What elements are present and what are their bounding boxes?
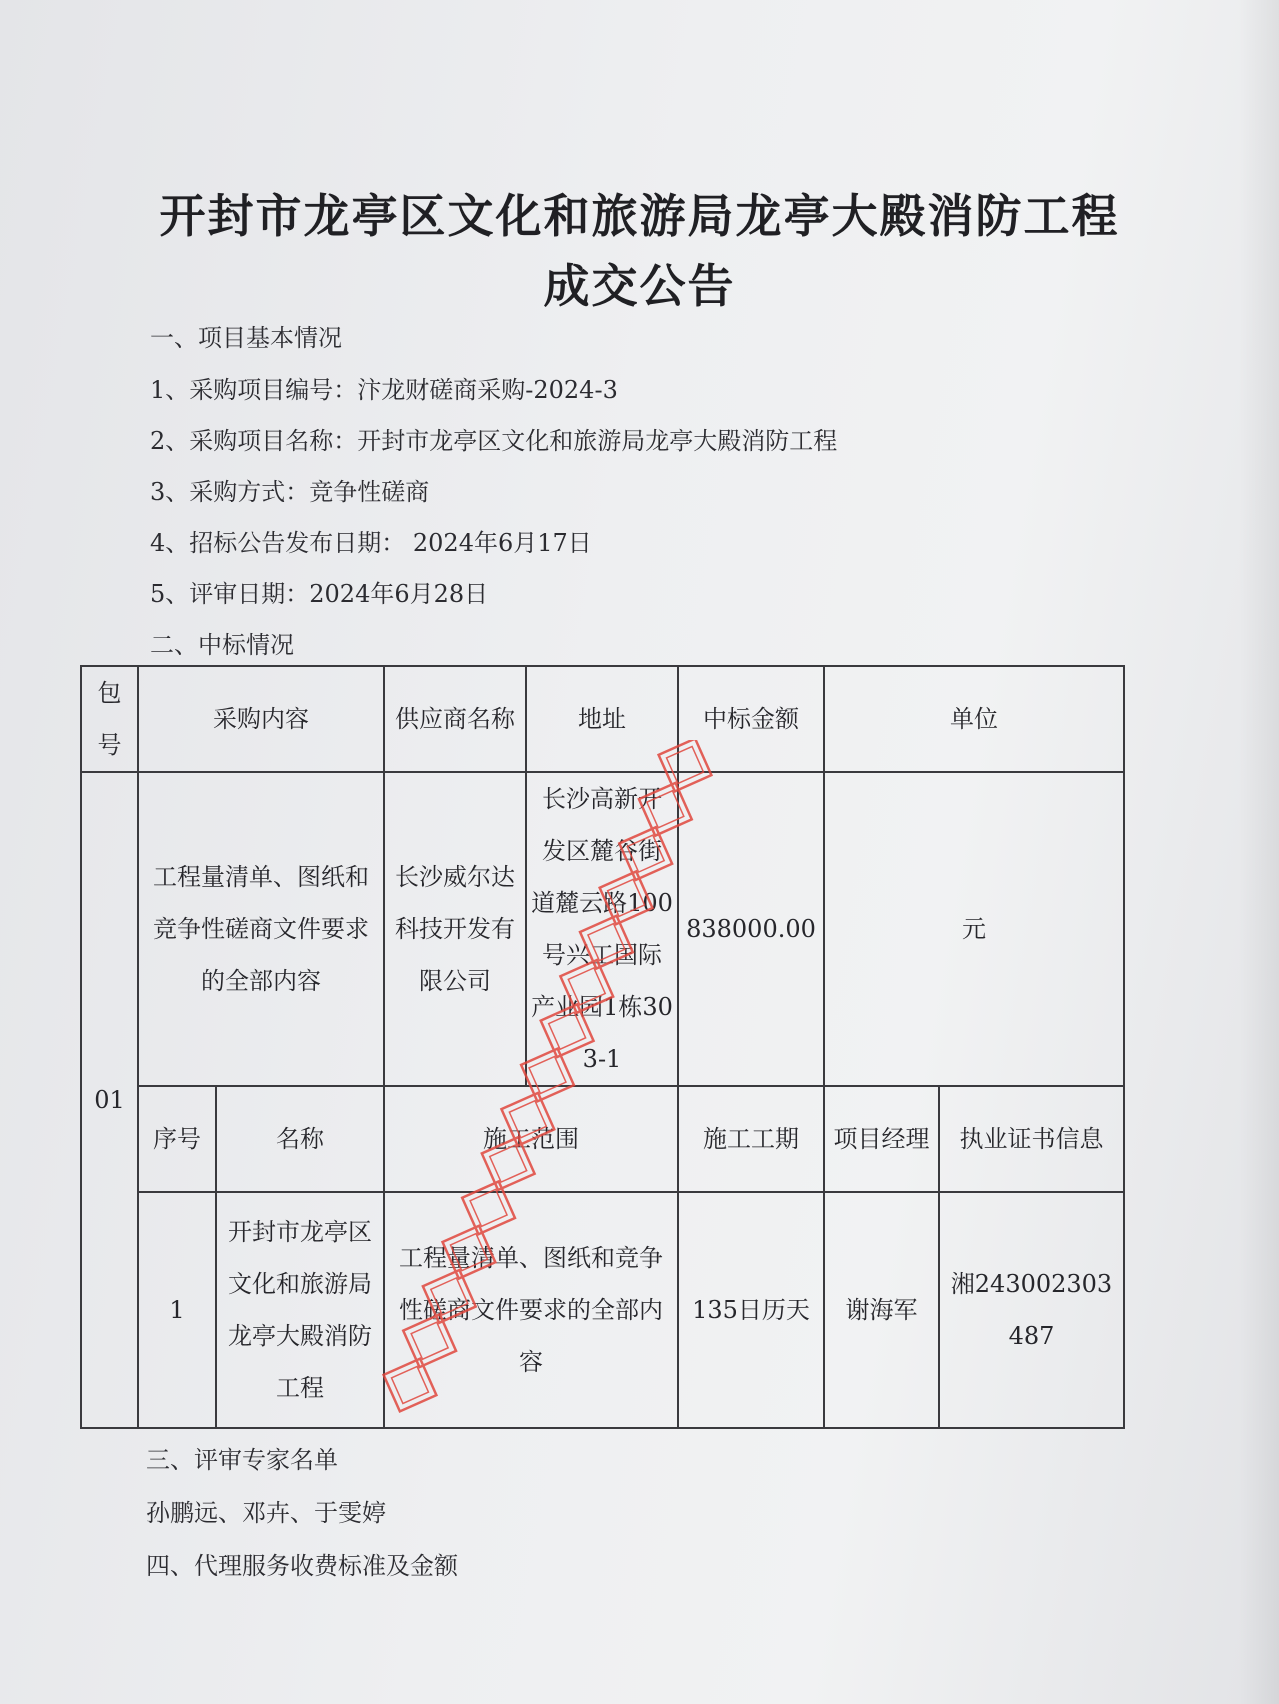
subcell-period: 135日历天 bbox=[678, 1192, 824, 1428]
header-unit: 单位 bbox=[824, 666, 1124, 772]
header-supplier: 供应商名称 bbox=[384, 666, 526, 772]
subcell-seq: 1 bbox=[138, 1192, 216, 1428]
table-header-row bbox=[81, 666, 1124, 772]
section3-heading: 三、评审专家名单 bbox=[146, 1446, 338, 1474]
table-row bbox=[81, 772, 1124, 1086]
award-table bbox=[80, 665, 1125, 1429]
subcell-name: 开封市龙亭区文化和旅游局龙亭大殿消防工程 bbox=[216, 1192, 384, 1428]
subheader-seq: 序号 bbox=[138, 1086, 216, 1192]
subcell-cert: 湘243002303487 bbox=[939, 1192, 1124, 1428]
section2-heading: 二、中标情况 bbox=[150, 631, 294, 659]
item-announcement-date: 4、招标公告发布日期： 2024年6月17日 bbox=[150, 529, 592, 557]
table-subheader-row bbox=[81, 1086, 1124, 1192]
subheader-manager: 项目经理 bbox=[824, 1086, 939, 1192]
cell-unit: 元 bbox=[824, 772, 1124, 1086]
section1-heading: 一、项目基本情况 bbox=[150, 324, 342, 352]
subheader-scope: 施工范围 bbox=[384, 1086, 678, 1192]
cell-address: 长沙高新开发区麓谷街道麓云路100号兴工国际产业园1栋303-1 bbox=[526, 772, 678, 1086]
cell-content: 工程量清单、图纸和竞争性磋商文件要求的全部内容 bbox=[138, 772, 384, 1086]
item-procurement-method: 3、采购方式：竞争性磋商 bbox=[150, 478, 430, 506]
cell-package-no: 01 bbox=[81, 772, 138, 1428]
header-package-no: 包号 bbox=[81, 666, 138, 772]
header-amount: 中标金额 bbox=[678, 666, 824, 772]
cell-amount: 838000.00 bbox=[678, 772, 824, 1086]
table-subrow bbox=[81, 1192, 1124, 1428]
cell-supplier: 长沙威尔达科技开发有限公司 bbox=[384, 772, 526, 1086]
subheader-name: 名称 bbox=[216, 1086, 384, 1192]
expert-list: 孙鹏远、邓卉、于雯婷 bbox=[146, 1499, 386, 1527]
subcell-manager: 谢海军 bbox=[824, 1192, 939, 1428]
header-address: 地址 bbox=[526, 666, 678, 772]
item-review-date: 5、评审日期：2024年6月28日 bbox=[150, 580, 489, 608]
section4-heading: 四、代理服务收费标准及金额 bbox=[146, 1552, 458, 1580]
document-title: 开封市龙亭区文化和旅游局龙亭大殿消防工程 bbox=[159, 189, 1120, 243]
item-project-number: 1、采购项目编号：汴龙财磋商采购-2024-3 bbox=[150, 376, 618, 404]
item-project-name: 2、采购项目名称：开封市龙亭区文化和旅游局龙亭大殿消防工程 bbox=[150, 427, 838, 455]
subheader-cert: 执业证书信息 bbox=[939, 1086, 1124, 1192]
document-subtitle: 成交公告 bbox=[543, 259, 736, 313]
subheader-period: 施工工期 bbox=[678, 1086, 824, 1192]
header-content: 采购内容 bbox=[138, 666, 384, 772]
subcell-scope: 工程量清单、图纸和竞争性磋商文件要求的全部内容 bbox=[384, 1192, 678, 1428]
